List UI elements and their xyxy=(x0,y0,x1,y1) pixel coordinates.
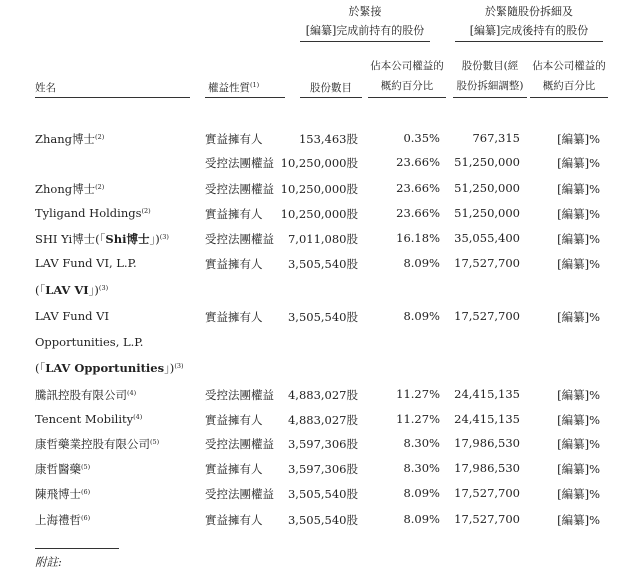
shareholder-name: Zhong博士$^{(2)}$ xyxy=(35,182,105,196)
nature-of-interest: 受控法團權益 xyxy=(205,437,274,451)
pct-before: 8.30% xyxy=(403,436,440,450)
pct-before: 16.18% xyxy=(396,231,440,245)
nature-of-interest: 受控法團權益 xyxy=(205,487,274,501)
shareholder-name-short: (「LAV VI」)$^{(3)}$ xyxy=(35,283,109,297)
nature-of-interest: 實益擁有人 xyxy=(205,513,263,527)
shares-before: 3,505,540股 xyxy=(287,487,358,501)
column-header-pct-after-1: 佔本公司權益的 xyxy=(532,60,606,72)
shares-after: 17,986,530 xyxy=(454,461,520,475)
group-before-rule xyxy=(300,41,430,42)
pct-before: 8.09% xyxy=(403,309,440,323)
column-rule-name xyxy=(35,97,190,98)
pct-after: [編纂]% xyxy=(557,232,600,246)
shares-before: 153,463股 xyxy=(298,132,358,146)
shareholder-name: 康哲藥業控股有限公司$^{(5)}$ xyxy=(35,437,160,451)
column-header-nature: 權益性質$^{(1)}$ xyxy=(208,81,260,94)
pct-after: [編纂]% xyxy=(557,156,600,170)
shares-after: 24,415,135 xyxy=(454,387,520,401)
shares-after: 17,527,700 xyxy=(454,309,520,323)
shareholder-name: 陳飛博士$^{(6)}$ xyxy=(35,487,91,501)
column-rule-nature xyxy=(205,97,285,98)
nature-of-interest: 受控法團權益 xyxy=(205,156,274,170)
footnote-rule xyxy=(35,548,119,549)
shareholder-name: LAV Fund VI, L.P. xyxy=(35,256,137,270)
shares-before: 7,011,080股 xyxy=(287,232,358,246)
group-after-title-1: 於緊隨股份拆細及 xyxy=(485,5,573,18)
shares-before: 10,250,000股 xyxy=(280,156,358,170)
nature-of-interest: 實益擁有人 xyxy=(205,132,263,146)
pct-after: [編纂]% xyxy=(557,513,600,527)
shareholder-name: LAV Fund VI xyxy=(35,309,109,323)
pct-before: 23.66% xyxy=(396,155,440,169)
footnote-label: 附註: xyxy=(35,555,62,569)
shares-after: 51,250,000 xyxy=(454,206,520,220)
shareholder-name: Tencent Mobility$^{(4)}$ xyxy=(35,412,143,426)
nature-of-interest: 受控法團權益 xyxy=(205,232,274,246)
shares-after: 17,986,530 xyxy=(454,436,520,450)
pct-before: 8.09% xyxy=(403,486,440,500)
group-before-title-2: [編纂]完成前持有的股份 xyxy=(305,24,425,37)
shares-before: 3,597,306股 xyxy=(287,437,358,451)
pct-before: 23.66% xyxy=(396,206,440,220)
column-rule-shares-after xyxy=(453,97,527,98)
nature-of-interest: 實益擁有人 xyxy=(205,310,263,324)
pct-before: 0.35% xyxy=(403,131,440,145)
column-rule-shares-before xyxy=(300,97,362,98)
group-before-title-1: 於緊接 xyxy=(348,5,382,18)
shares-before: 10,250,000股 xyxy=(280,182,358,196)
column-header-shares-before: 股份數目 xyxy=(310,82,352,94)
pct-after: [編纂]% xyxy=(557,437,600,451)
pct-after: [編纂]% xyxy=(557,182,600,196)
shares-before: 10,250,000股 xyxy=(280,207,358,221)
shareholder-name: Tyligand Holdings$^{(2)}$ xyxy=(35,206,151,220)
column-rule-pct-after xyxy=(530,97,608,98)
pct-before: 8.09% xyxy=(403,256,440,270)
shares-after: 24,415,135 xyxy=(454,412,520,426)
nature-of-interest: 實益擁有人 xyxy=(205,413,263,427)
column-header-shares-after-1: 股份數目(經 xyxy=(461,60,519,72)
pct-before: 23.66% xyxy=(396,181,440,195)
shares-before: 4,883,027股 xyxy=(287,413,358,427)
shareholder-name-line2: Opportunities, L.P. xyxy=(35,335,144,349)
shareholder-name: SHI Yi博士(「Shi博士」)$^{(3)}$ xyxy=(35,232,169,246)
shares-before: 3,505,540股 xyxy=(287,257,358,271)
pct-after: [編纂]% xyxy=(557,132,600,146)
shares-after: 17,527,700 xyxy=(454,256,520,270)
shareholder-name: 康哲醫藥$^{(5)}$ xyxy=(35,462,91,476)
pct-after: [編纂]% xyxy=(557,487,600,501)
column-rule-pct-before xyxy=(368,97,446,98)
shareholder-name: 騰訊控股有限公司$^{(4)}$ xyxy=(35,388,137,402)
shares-after: 51,250,000 xyxy=(454,181,520,195)
pct-before: 8.30% xyxy=(403,461,440,475)
shares-after: 51,250,000 xyxy=(454,155,520,169)
pct-before: 11.27% xyxy=(396,412,440,426)
shares-after: 35,055,400 xyxy=(454,231,520,245)
nature-of-interest: 實益擁有人 xyxy=(205,257,263,271)
nature-of-interest: 實益擁有人 xyxy=(205,207,263,221)
column-header-pct-after-2: 概約百分比 xyxy=(542,80,596,92)
shares-after: 17,527,700 xyxy=(454,486,520,500)
column-header-pct-before-2: 概約百分比 xyxy=(380,80,434,92)
nature-of-interest: 受控法團權益 xyxy=(205,388,274,402)
pct-after: [編纂]% xyxy=(557,257,600,271)
nature-of-interest: 實益擁有人 xyxy=(205,462,263,476)
pct-before: 8.09% xyxy=(403,512,440,526)
pct-before: 11.27% xyxy=(396,387,440,401)
shares-before: 3,505,540股 xyxy=(287,513,358,527)
column-header-pct-before-1: 佔本公司權益的 xyxy=(370,60,444,72)
pct-after: [編纂]% xyxy=(557,310,600,324)
shares-before: 3,597,306股 xyxy=(287,462,358,476)
shares-after: 17,527,700 xyxy=(454,512,520,526)
shareholder-name: 上海禮哲$^{(6)}$ xyxy=(35,513,91,527)
shares-before: 3,505,540股 xyxy=(287,310,358,324)
nature-of-interest: 受控法團權益 xyxy=(205,182,274,196)
shareholder-name-short: (「LAV Opportunities」)$^{(3)}$ xyxy=(35,361,184,375)
column-header-shares-after-2: 股份拆細調整) xyxy=(456,80,524,92)
shareholder-name: Zhang博士$^{(2)}$ xyxy=(35,132,105,146)
shares-after: 767,315 xyxy=(472,131,520,145)
shares-before: 4,883,027股 xyxy=(287,388,358,402)
pct-after: [編纂]% xyxy=(557,462,600,476)
pct-after: [編纂]% xyxy=(557,413,600,427)
group-after-title-2: [編纂]完成後持有的股份 xyxy=(469,24,589,37)
column-header-name: 姓名 xyxy=(35,82,56,94)
pct-after: [編纂]% xyxy=(557,388,600,402)
pct-after: [編纂]% xyxy=(557,207,600,221)
group-after-rule xyxy=(455,41,603,42)
